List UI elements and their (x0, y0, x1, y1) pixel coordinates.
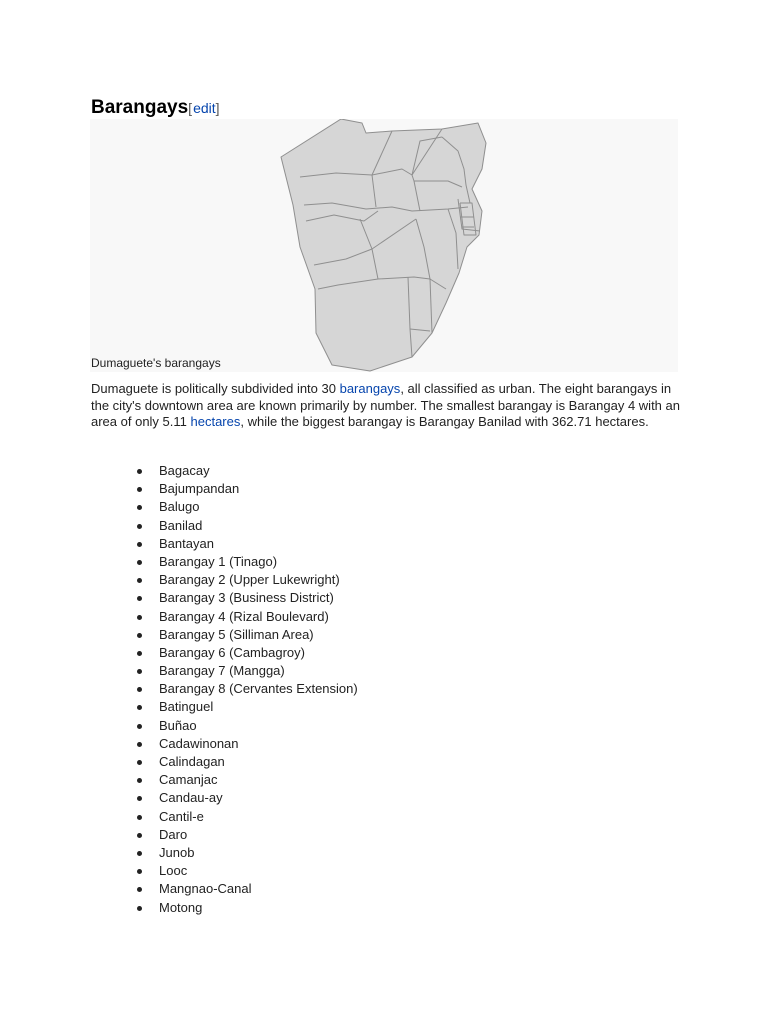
list-item (91, 517, 358, 535)
intro-paragraph (91, 381, 681, 431)
section-heading (91, 97, 220, 119)
bullet-icon (137, 906, 142, 911)
section-title: Barangays (91, 97, 189, 118)
bullet-icon (137, 505, 142, 510)
barangay-name: Banilad (159, 517, 203, 533)
edit-bracket-close: ] (215, 100, 220, 116)
bullet-icon (137, 851, 142, 856)
list-item (91, 844, 358, 862)
list-item (91, 589, 358, 607)
barangay-name: Batinguel (159, 699, 214, 715)
bullet-icon (137, 796, 142, 801)
barangay-name: Barangay 5 (Silliman Area) (159, 626, 314, 642)
bullet-icon (137, 669, 142, 674)
bullet-icon (137, 705, 142, 710)
barangay-name: Motong (159, 899, 203, 915)
bullet-icon (137, 633, 142, 638)
intro-text-3: , while the biggest barangay is Barangay Banilad with 362.71 hectares. (240, 414, 649, 429)
barangay-name: Bantayan (159, 535, 214, 551)
list-item (91, 698, 358, 716)
list-item (91, 771, 358, 789)
figure-caption: Dumaguete's barangays (91, 356, 221, 370)
list-item (91, 626, 358, 644)
barangay-name: Calindagan (159, 754, 225, 769)
list-item (91, 498, 358, 516)
barangay-name: Barangay 1 (Tinago) (159, 553, 278, 569)
edit-bracket-open: [ (188, 100, 193, 116)
hectares-link[interactable]: hectares (190, 414, 241, 429)
list-item (91, 480, 358, 498)
bullet-icon (137, 578, 142, 583)
barangay-name: Balugo (159, 499, 200, 515)
bullet-icon (137, 833, 142, 838)
bullet-icon (137, 651, 142, 656)
barangay-map (90, 119, 678, 372)
bullet-icon (137, 542, 142, 547)
bullet-icon (137, 560, 142, 565)
bullet-icon (137, 524, 142, 529)
list-item (91, 608, 358, 626)
list-item (91, 735, 358, 753)
barangay-name: Barangay 6 (Cambagroy) (159, 644, 305, 660)
barangay-list (91, 462, 358, 917)
bullet-icon (137, 742, 142, 747)
barangay-name: Barangay 4 (Rizal Boulevard) (159, 608, 329, 624)
barangay-name: Barangay 7 (Mangga) (159, 663, 285, 679)
barangay-name: Buñao (159, 717, 197, 733)
barangay-name: Barangay 3 (Business District) (159, 590, 334, 606)
barangay-name: Bagacay (159, 463, 210, 478)
bullet-icon (137, 724, 142, 729)
list-item (91, 880, 358, 898)
bullet-icon (137, 469, 142, 474)
bullet-icon (137, 869, 142, 874)
list-item (91, 662, 358, 680)
barangay-name: Candau-ay (159, 790, 223, 806)
intro-text-2: , all classified as urban. The eight barangays in the city's downtown area are known primarily by number. The smallest barangay is Barangay 4 with an area of only 5.11 (91, 381, 680, 429)
list-item (91, 789, 358, 807)
list-item (91, 644, 358, 662)
bullet-icon (137, 596, 142, 601)
list-item (91, 462, 358, 480)
barangays-link[interactable]: barangays (339, 381, 401, 396)
edit-link[interactable]: edit (193, 100, 216, 116)
list-item (91, 535, 358, 553)
list-item (91, 680, 358, 698)
barangay-name: Cantil-e (159, 808, 204, 824)
map-figure (90, 119, 678, 372)
list-item (91, 862, 358, 880)
bullet-icon (137, 815, 142, 820)
bullet-icon (137, 487, 142, 492)
list-item (91, 717, 358, 735)
list-item (91, 899, 358, 917)
bullet-icon (137, 887, 142, 892)
barangay-name: Mangnao-Canal (159, 881, 252, 897)
list-item (91, 753, 358, 771)
list-item (91, 571, 358, 589)
barangay-name: Junob (159, 844, 195, 860)
bullet-icon (137, 778, 142, 783)
barangay-name: Bajumpandan (159, 481, 240, 497)
barangay-name: Cadawinonan (159, 735, 239, 751)
barangay-name: Camanjac (159, 772, 218, 788)
list-item (91, 826, 358, 844)
barangay-name: Barangay 2 (Upper Lukewright) (159, 572, 340, 588)
intro-text-1: Dumaguete is politically subdivided into 30 (91, 381, 340, 396)
list-item (91, 553, 358, 571)
bullet-icon (137, 687, 142, 692)
barangay-name: Daro (159, 826, 188, 842)
list-item (91, 808, 358, 826)
bullet-icon (137, 615, 142, 620)
map-outline (281, 119, 486, 371)
barangay-name: Looc (159, 863, 188, 879)
barangay-name: Barangay 8 (Cervantes Extension) (159, 681, 358, 697)
bullet-icon (137, 760, 142, 765)
